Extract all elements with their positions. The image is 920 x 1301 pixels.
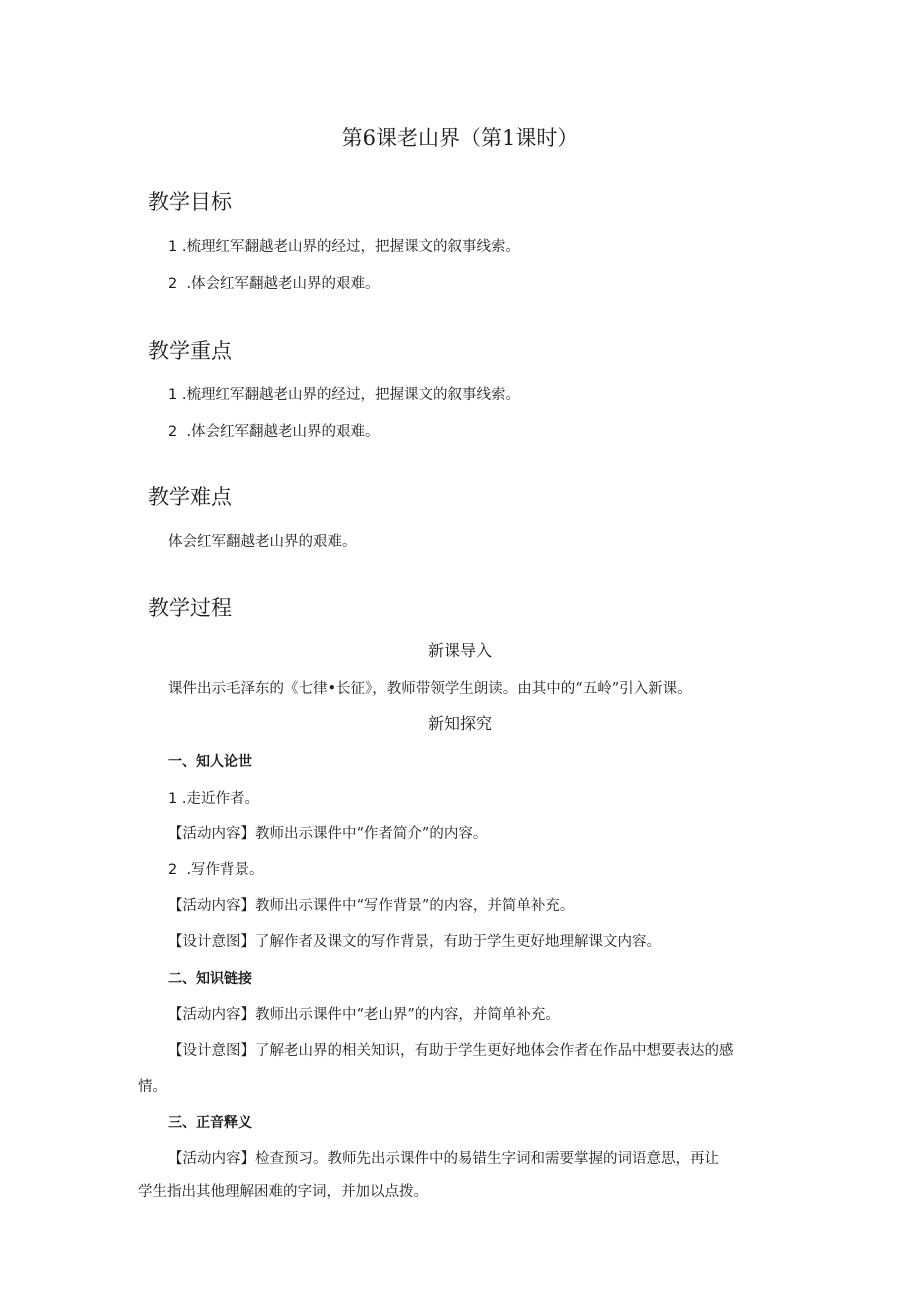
section-1-item-1-number: 1 [168, 791, 178, 807]
section-2-activity: 【活动内容】教师出示课件中“老山界”的内容，并简单补充。 [168, 1007, 560, 1023]
section-1-activity-2: 【活动内容】教师出示课件中“写作背景”的内容，并简单补充。 [168, 898, 575, 914]
objective-item-2-number: 2 [168, 276, 178, 292]
section-2-design-line-2: 情。 [138, 1079, 167, 1095]
section-2-heading: 二、知识链接 [168, 971, 252, 987]
difficulties-heading: 教学难点 [148, 485, 232, 509]
section-1-item-2 [168, 858, 264, 879]
key-point-item-2-number: 2 [168, 424, 178, 440]
section-3-heading: 三、正音释义 [168, 1115, 252, 1131]
key-point-item-2 [168, 420, 380, 441]
section-1-design: 【设计意图】了解作者及课文的写作背景，有助于学生更好地理解课文内容。 [168, 934, 661, 950]
section-1-heading: 一、知人论世 [168, 754, 252, 770]
objective-item-1 [168, 235, 520, 256]
objective-item-1-text: .梳理红军翻越老山界的经过，把握课文的叙事线索。 [181, 239, 520, 255]
section-1-activity-1: 【活动内容】教师出示课件中“作者简介”的内容。 [168, 826, 488, 842]
explore-heading: 新知探究 [427, 714, 492, 733]
key-point-item-1 [168, 383, 520, 404]
section-3-activity-line-2: 学生指出其他理解困难的字词，并加以点拨。 [138, 1184, 428, 1200]
section-3-activity-line-1: 【活动内容】检查预习。教师先出示课件中的易错生字词和需要掌握的词语意思，再让 [168, 1151, 719, 1167]
key-points-heading: 教学重点 [148, 339, 232, 363]
objective-item-2 [168, 272, 380, 293]
intro-text: 课件出示毛泽东的《七律•长征》，教师带领学生朗读。由其中的“五岭”引入新课。 [168, 681, 692, 697]
section-1-item-2-text: .写作背景。 [186, 862, 264, 878]
key-point-item-1-number: 1 [168, 387, 178, 403]
objectives-heading: 教学目标 [148, 190, 232, 214]
objective-item-1-number: 1 [168, 239, 178, 255]
process-heading: 教学过程 [148, 596, 232, 620]
section-1-item-2-number: 2 [168, 862, 178, 878]
page-title: 第6课老山界（第1课时） [341, 126, 579, 150]
difficulties-text: 体会红军翻越老山界的艰难。 [168, 534, 357, 550]
section-1-item-1 [168, 787, 259, 808]
section-1-item-1-text: .走近作者。 [181, 791, 259, 807]
key-point-item-2-text: .体会红军翻越老山界的艰难。 [186, 424, 380, 440]
objective-item-2-text: .体会红军翻越老山界的艰难。 [186, 276, 380, 292]
section-2-design-line-1: 【设计意图】了解老山界的相关知识，有助于学生更好地体会作者在作品中想要表达的感 [168, 1043, 734, 1059]
key-point-item-1-text: .梳理红军翻越老山界的经过，把握课文的叙事线索。 [181, 387, 520, 403]
intro-heading: 新课导入 [427, 641, 492, 660]
